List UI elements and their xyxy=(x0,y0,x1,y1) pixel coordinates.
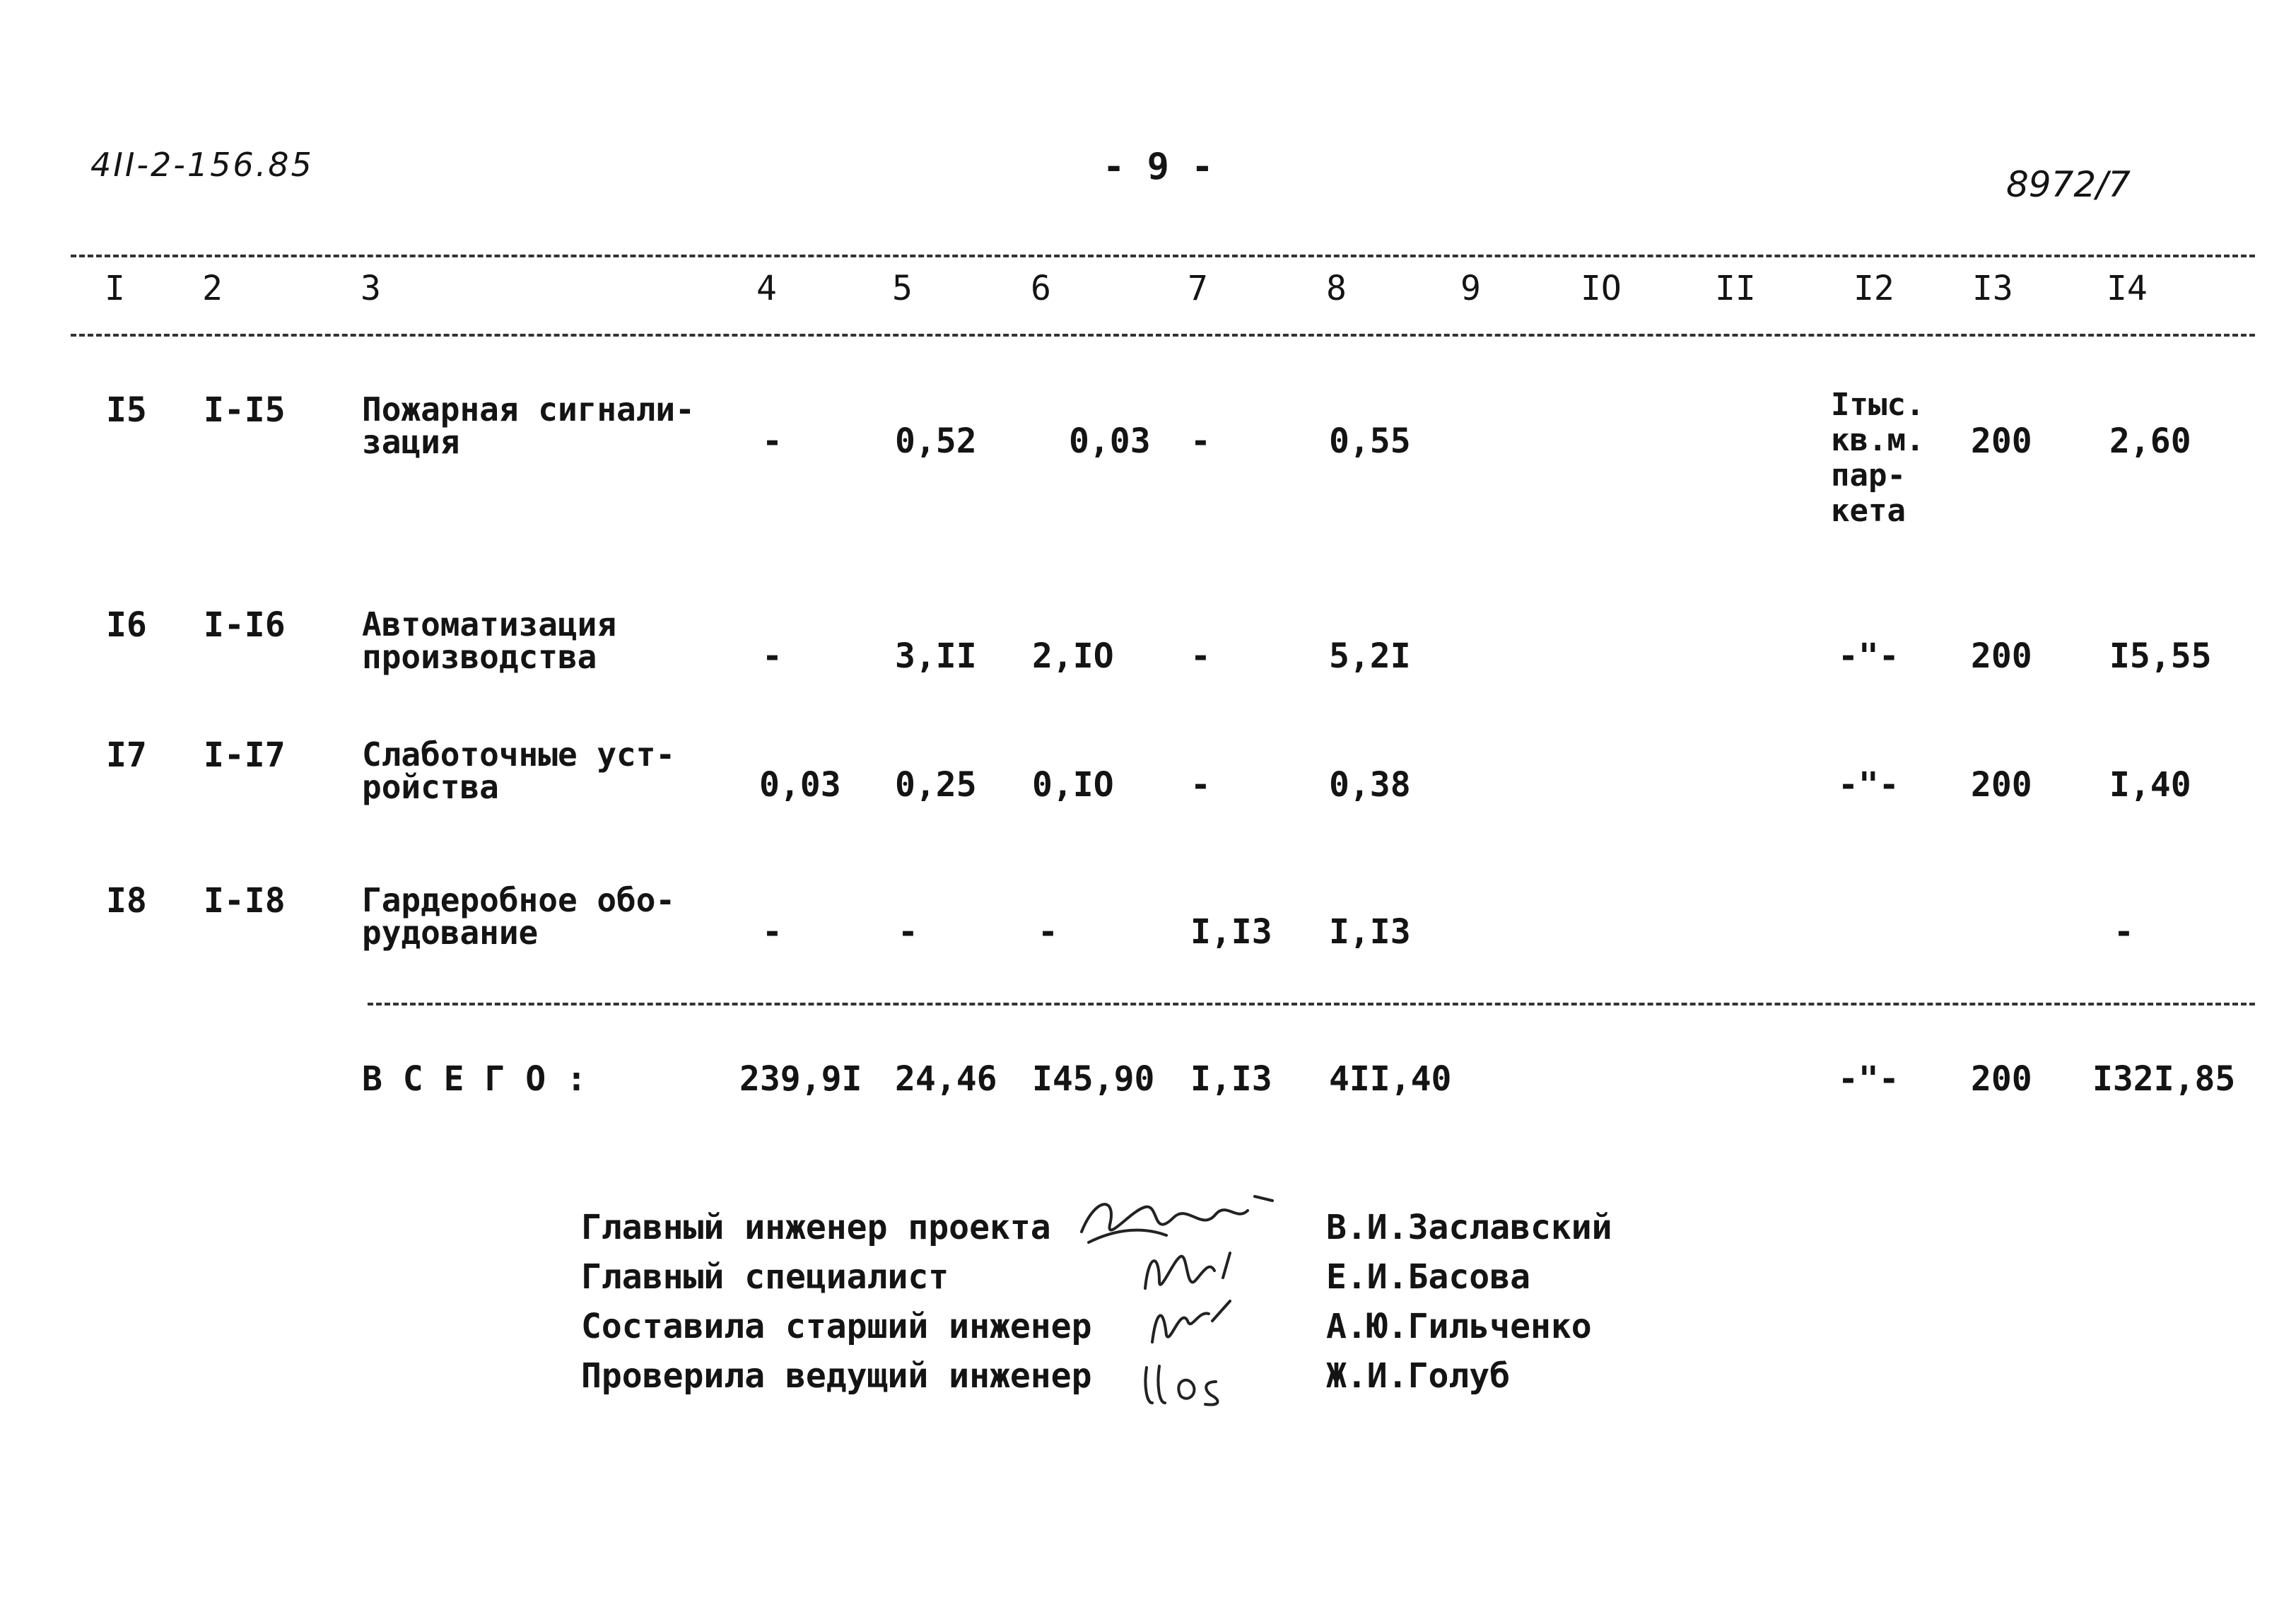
table-row-cell: - xyxy=(1190,765,1211,805)
sheet-number: 8972/7 xyxy=(2006,164,2131,205)
column-header-2: 2 xyxy=(202,269,223,308)
table-row-cell: - xyxy=(762,636,783,676)
table-row-cell: I6 xyxy=(106,605,147,645)
table-row-cell: - xyxy=(762,912,783,952)
table-row-cell: 0,03 xyxy=(759,765,841,805)
total-cell: 4II,40 xyxy=(1329,1059,1452,1099)
column-header-10: IO xyxy=(1581,269,1622,308)
total-cell: I45,90 xyxy=(1032,1059,1155,1099)
signatory-role: Составила старший инженер xyxy=(581,1307,1092,1346)
document-code: 4II-2-156.85 xyxy=(90,146,314,184)
table-row-cell: 0,55 xyxy=(1329,421,1411,461)
table-row-cell: 2,IO xyxy=(1032,636,1114,676)
signatory-role: Главный инженер проекта xyxy=(581,1208,1051,1247)
table-row-cell: Гардеробное обо- xyxy=(362,881,676,919)
column-header-12: I2 xyxy=(1853,269,1894,308)
table-row-cell: Автоматизация xyxy=(362,605,617,643)
table-row-cell: производства xyxy=(362,638,597,676)
signature-mark xyxy=(1131,1346,1237,1410)
total-cell: 239,9I xyxy=(739,1059,862,1099)
total-cell: I32I,85 xyxy=(2092,1059,2236,1099)
page-number: - 9 - xyxy=(1103,146,1214,188)
table-row-cell: 5,2I xyxy=(1329,636,1411,676)
total-cell: I,I3 xyxy=(1190,1059,1272,1099)
table-row-cell: 200 xyxy=(1971,636,2032,676)
column-header-7: 7 xyxy=(1188,269,1208,308)
table-row-cell: 200 xyxy=(1971,765,2032,805)
column-header-9: 9 xyxy=(1460,269,1481,308)
table-row-cell: I,I3 xyxy=(1329,912,1411,952)
signatory-role: Главный специалист xyxy=(581,1257,949,1297)
signatory-name: Ж.И.Голуб xyxy=(1326,1356,1511,1396)
table-row-cell: рудование xyxy=(362,914,539,952)
table-row-cell: 0,03 xyxy=(1069,421,1151,461)
table-row-cell: кета xyxy=(1831,493,1906,529)
table-row-cell: - xyxy=(898,912,918,952)
column-header-5: 5 xyxy=(892,269,913,308)
table-row-cell: Пожарная сигнали- xyxy=(362,390,695,429)
table-row-cell: -"- xyxy=(1838,765,1899,805)
table-row-cell: I-I5 xyxy=(204,390,286,430)
column-header-11: II xyxy=(1715,269,1756,308)
table-row-cell: 0,IO xyxy=(1032,765,1114,805)
signatory-name: А.Ю.Гильченко xyxy=(1326,1307,1592,1346)
table-row-cell: I,40 xyxy=(2109,765,2191,805)
table-row-cell: кв.м. xyxy=(1831,422,1925,458)
table-row-cell: I7 xyxy=(106,735,147,775)
table-row-cell: -"- xyxy=(1838,636,1899,676)
table-row-cell: 2,60 xyxy=(2109,421,2191,461)
total-cell: -"- xyxy=(1838,1059,1899,1099)
column-header-6: 6 xyxy=(1031,269,1051,308)
column-header-13: I3 xyxy=(1972,269,2013,308)
table-row-cell: пар- xyxy=(1831,457,1906,494)
table-row-cell: I5,55 xyxy=(2109,636,2212,676)
table-row-cell: 0,52 xyxy=(895,421,977,461)
table-row-cell: - xyxy=(1038,912,1058,952)
table-row-cell: I-I8 xyxy=(204,881,286,921)
total-label: В С Е Г О : xyxy=(362,1059,587,1099)
signatory-role: Проверила ведущий инженер xyxy=(581,1356,1092,1396)
signatory-name: В.И.Заславский xyxy=(1326,1208,1612,1247)
column-header-3: 3 xyxy=(361,269,381,308)
table-row-cell: зация xyxy=(362,423,460,461)
table-row-cell: 200 xyxy=(1971,421,2032,461)
table-row-cell: ройства xyxy=(362,768,499,806)
table-row-cell: 3,II xyxy=(895,636,977,676)
header-bottom-rule xyxy=(71,334,2255,337)
table-row-cell: I,I3 xyxy=(1190,912,1272,952)
column-header-14: I4 xyxy=(2107,269,2148,308)
signatory-name: Е.И.Басова xyxy=(1326,1257,1530,1297)
table-row-cell: - xyxy=(2114,912,2134,952)
table-row-cell: - xyxy=(1190,636,1211,676)
table-row-cell: 0,25 xyxy=(895,765,977,805)
table-row-cell: I5 xyxy=(106,390,147,430)
table-row-cell: I-I6 xyxy=(204,605,286,645)
table-row-cell: Iтыс. xyxy=(1831,387,1925,423)
table-row-cell: I8 xyxy=(106,881,147,921)
table-row-cell: - xyxy=(762,421,783,461)
table-row-cell: I-I7 xyxy=(204,735,286,775)
table-row-cell: Слаботочные уст- xyxy=(362,735,676,774)
column-header-4: 4 xyxy=(756,269,777,308)
table-row-cell: 0,38 xyxy=(1329,765,1411,805)
table-row-cell: - xyxy=(1190,421,1211,461)
total-top-rule xyxy=(368,1003,2255,1005)
total-cell: 200 xyxy=(1971,1059,2032,1099)
column-header-1: I xyxy=(105,269,125,308)
column-header-8: 8 xyxy=(1326,269,1347,308)
header-top-rule xyxy=(71,255,2255,257)
total-cell: 24,46 xyxy=(895,1059,997,1099)
